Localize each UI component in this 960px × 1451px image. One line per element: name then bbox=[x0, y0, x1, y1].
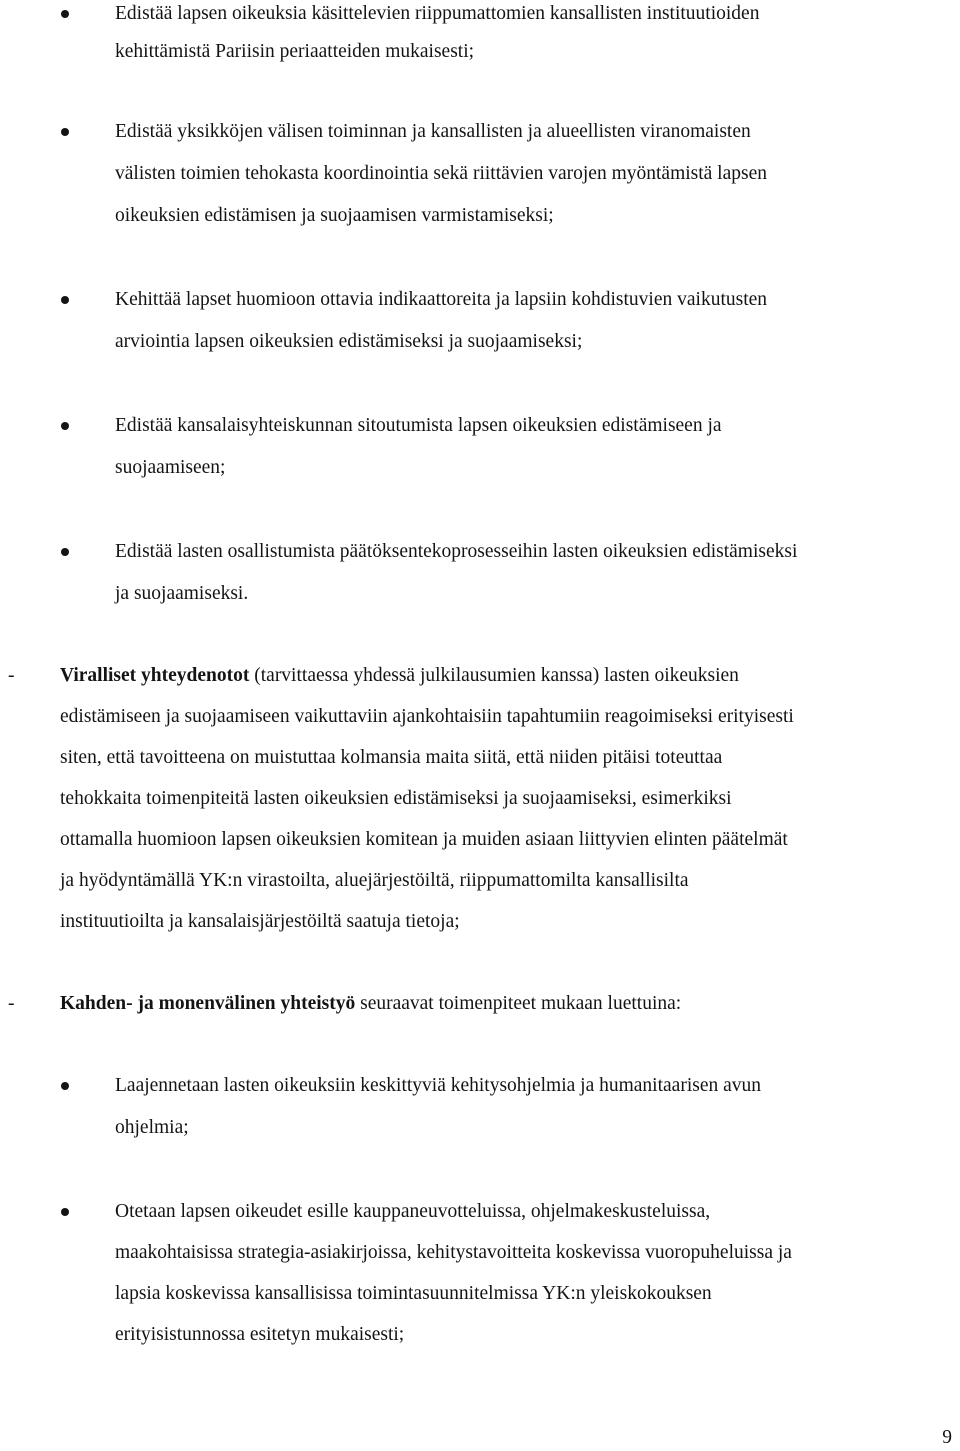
bullet-2-line-2: välisten toimien tehokasta koordinointia sekä riittävien varojen myöntämistä lapsen bbox=[115, 163, 768, 184]
dash-marker: - bbox=[8, 665, 15, 686]
dash-1-line-2: edistämiseen ja suojaamiseen vaikuttaviin ajankohtaisiin tapahtumiin reagoimiseksi erityisesti bbox=[60, 706, 794, 727]
dash-1-line-6: ja hyödyntämällä YK:n virastoilta, aluejärjestöiltä, riippumattomilta kansallisilta bbox=[60, 870, 689, 891]
bullet-2-line-1: Edistää yksikköjen välisen toiminnan ja kansallisten ja alueellisten viranomaisten bbox=[115, 121, 751, 142]
dash-2-rest: seuraavat toimenpiteet mukaan luettuina: bbox=[355, 993, 682, 1014]
dash-marker: - bbox=[8, 993, 15, 1014]
bullet-6-line-2: ohjelmia; bbox=[115, 1117, 189, 1138]
dash-1-line-4: tehokkaita toimenpiteitä lasten oikeuksien edistämiseksi ja suojaamiseksi, esimerkiksi bbox=[60, 788, 732, 809]
bullet-1-line-1: Edistää lapsen oikeuksia käsittelevien riippumattomien kansallisten instituutioiden bbox=[115, 3, 760, 24]
bullet-icon bbox=[61, 296, 69, 304]
bullet-7-line-2: maakohtaisissa strategia-asiakirjoissa, kehitystavoitteita koskevissa vuoropuheluissa ja bbox=[115, 1242, 792, 1263]
dash-1-line-5: ottamalla huomioon lapsen oikeuksien komitean ja muiden asiaan liittyvien elinten päätelmät bbox=[60, 829, 788, 850]
bullet-1-line-2: kehittämistä Pariisin periaatteiden mukaisesti; bbox=[115, 41, 475, 62]
dash-1-line-3: siten, että tavoitteena on muistuttaa kolmansia maita siitä, että niiden pitäisi toteuttaa bbox=[60, 747, 723, 768]
bullet-6-line-1: Laajennetaan lasten oikeuksiin keskittyviä kehitysohjelmia ja humanitaarisen avun bbox=[115, 1075, 762, 1096]
dash-1-heading: Viralliset yhteydenotot bbox=[60, 665, 250, 686]
dash-1-line-1 bbox=[60, 664, 739, 688]
bullet-4-line-2: suojaamiseen; bbox=[115, 457, 226, 478]
bullet-2-line-3: oikeuksien edistämisen ja suojaamisen varmistamiseksi; bbox=[115, 205, 554, 226]
bullet-5-line-1: Edistää lasten osallistumista päätöksentekoprosesseihin lasten oikeuksien edistämiseksi bbox=[115, 541, 798, 562]
bullet-icon bbox=[61, 548, 69, 556]
page-number: 9 bbox=[942, 1427, 952, 1448]
dash-2-heading: Kahden- ja monenvälinen yhteistyö bbox=[60, 993, 356, 1014]
bullet-4-line-1: Edistää kansalaisyhteiskunnan sitoutumista lapsen oikeuksien edistämiseen ja bbox=[115, 415, 722, 436]
dash-1-rest: (tarvittaessa yhdessä julkilausumien kanssa) lasten oikeuksien bbox=[249, 665, 739, 686]
dash-1-line-7: instituutioilta ja kansalaisjärjestöiltä saatuja tietoja; bbox=[60, 911, 460, 932]
bullet-7-line-3: lapsia koskevissa kansallisissa toimintasuunnitelmissa YK:n yleiskokouksen bbox=[115, 1283, 712, 1304]
bullet-icon bbox=[61, 128, 69, 136]
bullet-icon bbox=[61, 10, 69, 18]
bullet-5-line-2: ja suojaamiseksi. bbox=[115, 583, 249, 604]
bullet-icon bbox=[61, 1208, 69, 1216]
bullet-icon bbox=[61, 422, 69, 430]
bullet-3-line-1: Kehittää lapset huomioon ottavia indikaattoreita ja lapsiin kohdistuvien vaikutusten bbox=[115, 289, 768, 310]
bullet-7-line-4: erityisistunnossa esitetyn mukaisesti; bbox=[115, 1324, 405, 1345]
bullet-7-line-1: Otetaan lapsen oikeudet esille kauppaneuvotteluissa, ohjelmakeskusteluissa, bbox=[115, 1201, 711, 1222]
bullet-icon bbox=[61, 1082, 69, 1090]
dash-2-line-1 bbox=[60, 992, 681, 1016]
bullet-3-line-2: arviointia lapsen oikeuksien edistämiseksi ja suojaamiseksi; bbox=[115, 331, 583, 352]
